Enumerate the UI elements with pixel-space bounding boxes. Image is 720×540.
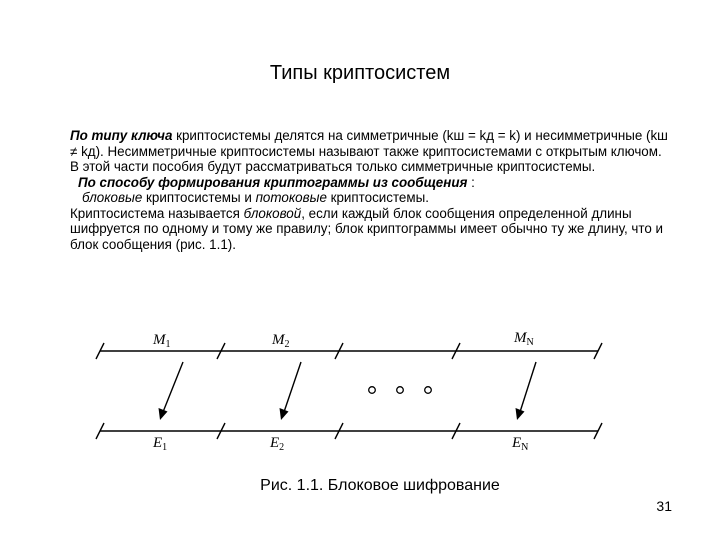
paragraph-lead: По способу формирования криптограммы из сообщения (78, 174, 468, 190)
arrow-head (159, 408, 168, 420)
slide-title: Типы криптосистем (269, 62, 451, 84)
ellipsis-dot (425, 387, 432, 394)
arrow-head (280, 408, 289, 420)
cipher-block-label: $E_2$ (270, 435, 285, 453)
ellipsis-dot (397, 387, 404, 394)
cipher-block-label: $E_N$ (512, 435, 529, 453)
encryption-arrow (163, 362, 183, 412)
message-block-label: $M_1$ (153, 332, 171, 350)
encryption-arrow (520, 362, 536, 412)
cipher-block-label: $E_1$ (153, 435, 168, 453)
paragraph-text: Криптосистема называется (70, 205, 244, 221)
term-block: блоковые (82, 190, 143, 205)
term-stream: потоковые (255, 190, 327, 205)
paragraph-text: криптосистемы и (142, 190, 256, 205)
paragraph-text: , если каждый блок сообщения определенной длины шифруется по одному и тому же правилу; блок криптограммы имеет обычно ту же длину, что и блок сообщения (рис. 1.1). (70, 205, 664, 252)
paragraph-lead: По типу ключа (70, 128, 173, 143)
message-block-label: $M_2$ (272, 332, 290, 350)
figure-caption: Рис. 1.1. Блоковое шифрование (260, 477, 500, 494)
ellipsis-dot (369, 387, 376, 394)
paragraph-text: криптосистемы. (326, 190, 429, 205)
message-block-label: $M_N$ (514, 330, 534, 348)
arrow-head (516, 408, 525, 420)
paragraph-text: криптосистемы делятся на симметричные (kш = kд = k) и несимметричные (kш ≠ kд). Несимметричные криптосистемы называют также криптосистемами с открытым ключом. В этой части пособия будут рассматриваться только симметричные криптосистемы. (70, 128, 668, 174)
term-block-definition: блоковой (243, 205, 302, 221)
encryption-arrow (284, 362, 301, 412)
page-number: 31 (656, 498, 672, 514)
paragraph-text: : (467, 174, 475, 190)
